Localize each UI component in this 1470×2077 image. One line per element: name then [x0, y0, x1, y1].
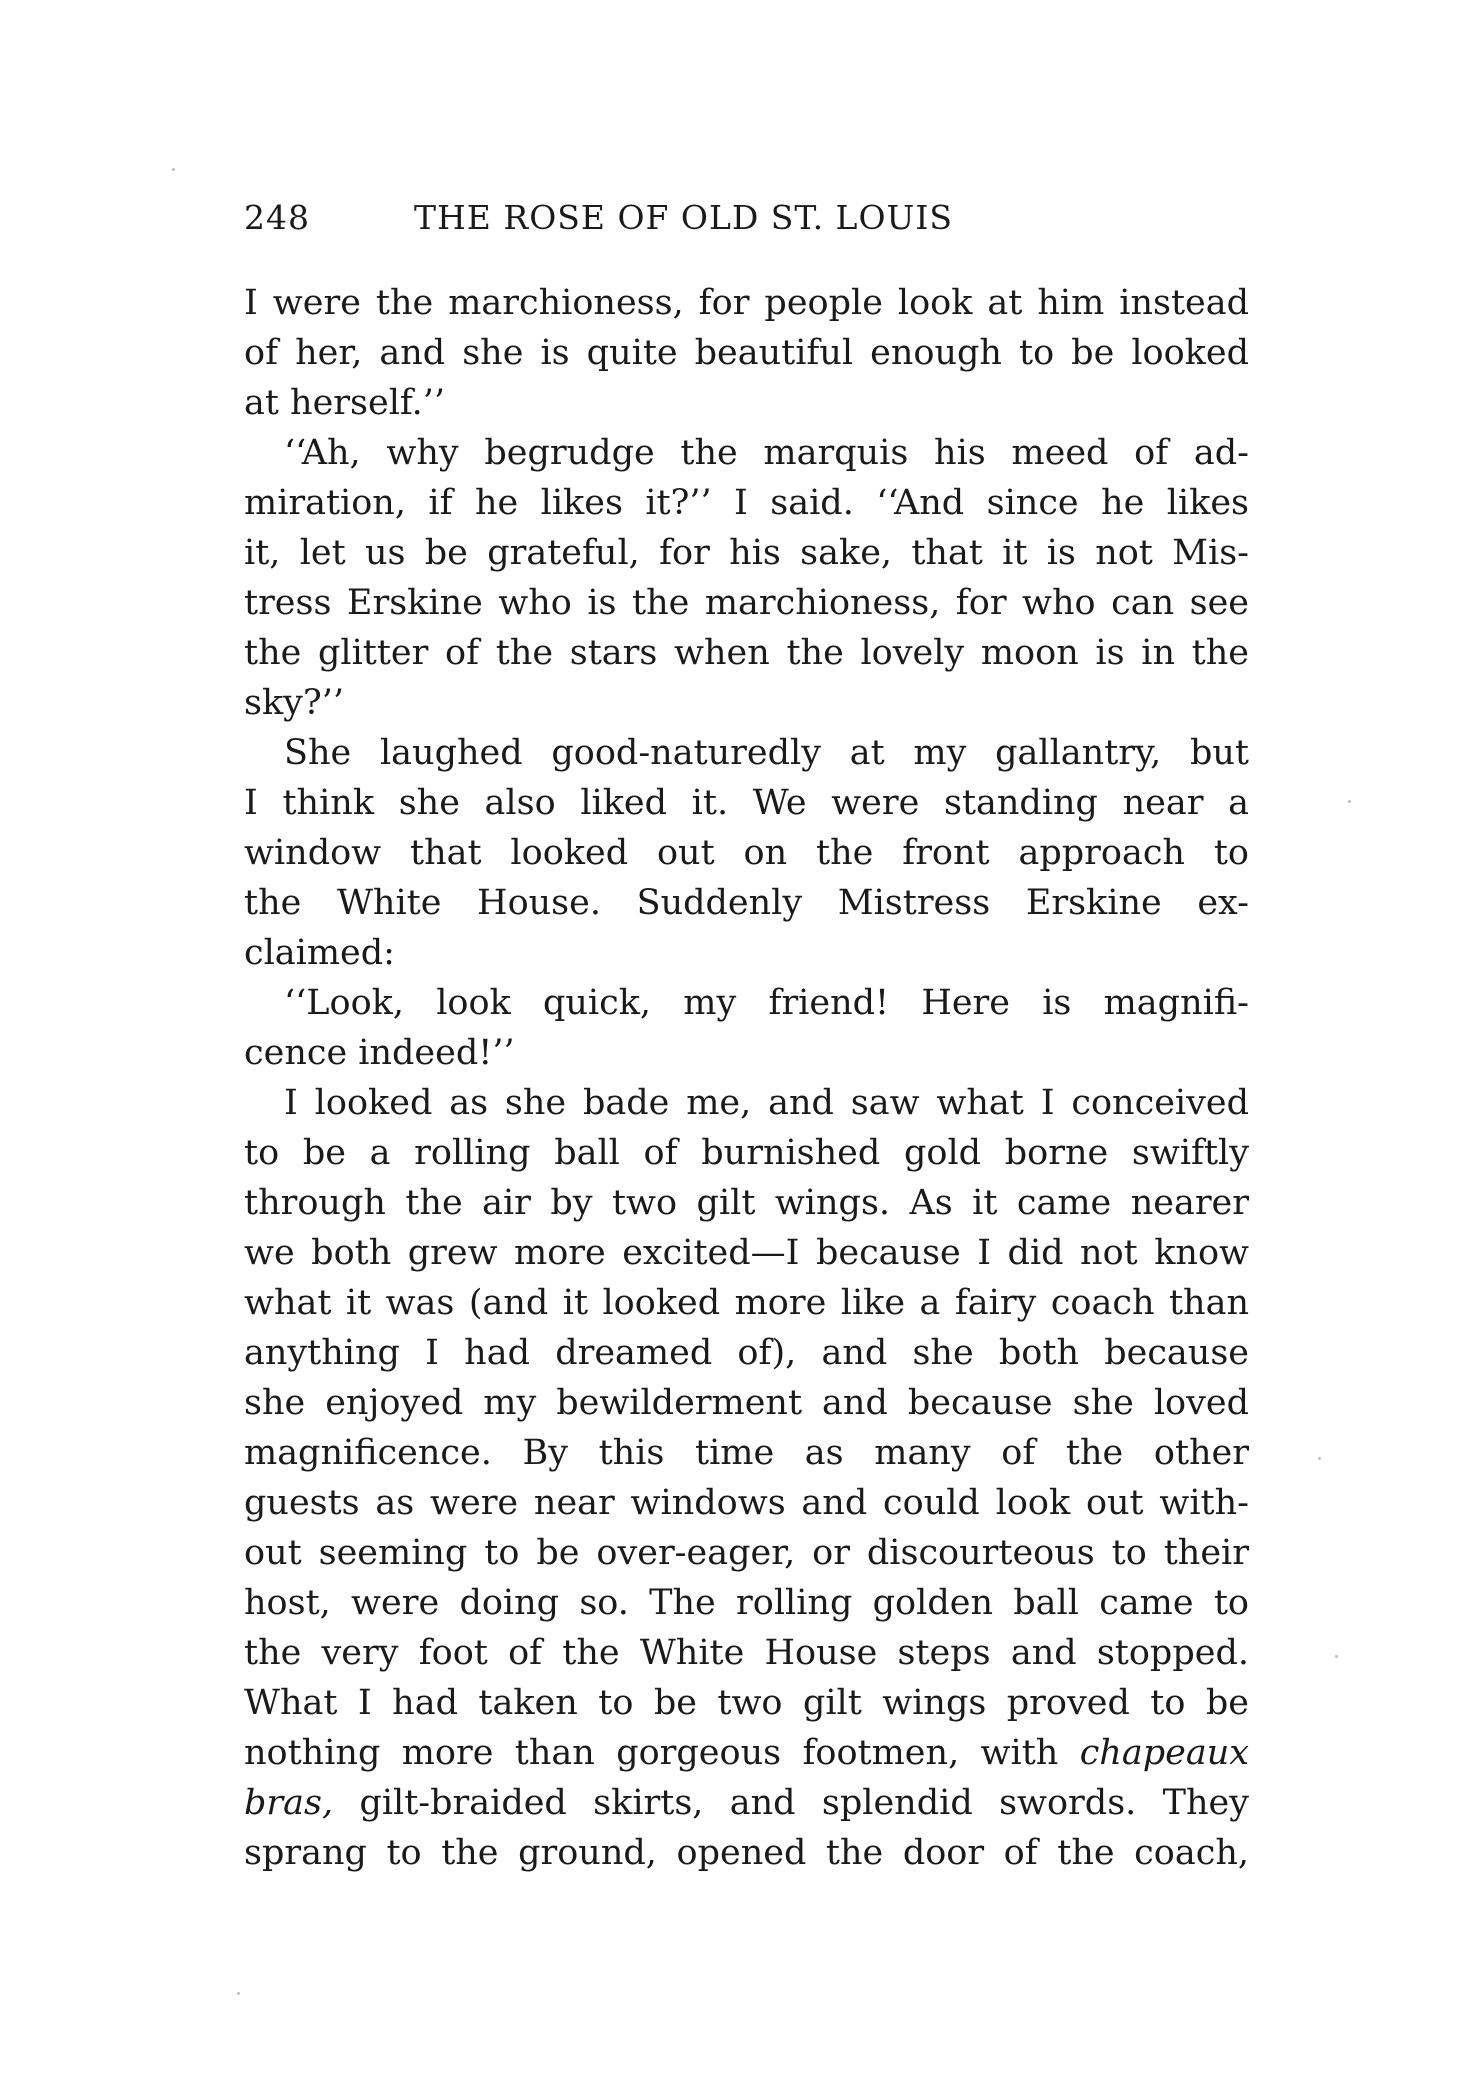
paper-speck: [1348, 800, 1351, 803]
text-line: what it was (and it looked more like a fairy coach than: [244, 1283, 1249, 1323]
text-line: at herself.’’: [244, 383, 445, 423]
text-line: [244, 1728, 1249, 1778]
paper-speck: [172, 168, 175, 171]
text-line: out seeming to be over-eager, or discourteous to their: [244, 1533, 1249, 1573]
text-line: tress Erskine who is the marchioness, for who can see: [244, 583, 1249, 623]
text-line: I looked as she bade me, and saw what I conceived: [284, 1083, 1249, 1123]
page-header: [244, 198, 1074, 244]
text-line: through the air by two gilt wings. As it came nearer: [244, 1183, 1249, 1223]
page-number: 248: [244, 198, 310, 237]
text-line: ‘‘Ah, why begrudge the marquis his meed of ad-: [284, 433, 1249, 473]
paper-speck: [1318, 1457, 1321, 1460]
text-line: I were the marchioness, for people look at him instead: [244, 283, 1249, 323]
text-line: ‘‘Look, look quick, my friend! Here is magnifi-: [284, 983, 1249, 1023]
text-line: anything I had dreamed of), and she both because: [244, 1333, 1249, 1373]
text-line: the glitter of the stars when the lovely moon is in the: [244, 633, 1249, 673]
text-line: to be a rolling ball of burnished gold borne swiftly: [244, 1133, 1249, 1173]
italic-text: chapeaux: [1079, 1733, 1249, 1773]
text-segment: gilt-braided skirts, and splendid swords. They: [359, 1783, 1249, 1823]
text-line: guests as were near windows and could look out with-: [244, 1483, 1249, 1523]
running-title: THE ROSE OF OLD ST. LOUIS: [414, 198, 953, 237]
text-line: sprang to the ground, opened the door of the coach,: [244, 1833, 1249, 1873]
text-line: sky?’’: [244, 683, 344, 723]
text-line: She laughed good-naturedly at my gallantry, but: [284, 733, 1249, 773]
text-line: she enjoyed my bewilderment and because she loved: [244, 1383, 1249, 1423]
text-line: window that looked out on the front approach to: [244, 833, 1249, 873]
text-segment: nothing more than gorgeous footmen, with: [244, 1733, 1059, 1773]
text-line: [244, 1778, 1249, 1828]
italic-text: bras,: [244, 1783, 334, 1823]
paper-speck: [1335, 1655, 1338, 1658]
body-text: [244, 278, 1249, 1878]
text-line: cence indeed!’’: [244, 1033, 515, 1073]
text-line: host, were doing so. The rolling golden ball came to: [244, 1583, 1249, 1623]
text-line: of her, and she is quite beautiful enough to be looked: [244, 333, 1249, 373]
text-line: it, let us be grateful, for his sake, that it is not Mis-: [244, 533, 1249, 573]
text-line: miration, if he likes it?’’ I said. ‘‘And since he likes: [244, 483, 1249, 523]
paper-speck: [237, 1992, 240, 1995]
text-line: magnificence. By this time as many of the other: [244, 1433, 1249, 1473]
text-line: I think she also liked it. We were standing near a: [244, 783, 1249, 823]
text-line: the White House. Suddenly Mistress Erskine ex-: [244, 883, 1249, 923]
text-line: What I had taken to be two gilt wings proved to be: [244, 1683, 1249, 1723]
text-line: claimed:: [244, 933, 395, 973]
text-line: we both grew more excited—I because I did not know: [244, 1233, 1249, 1273]
text-line: the very foot of the White House steps and stopped.: [244, 1633, 1249, 1673]
